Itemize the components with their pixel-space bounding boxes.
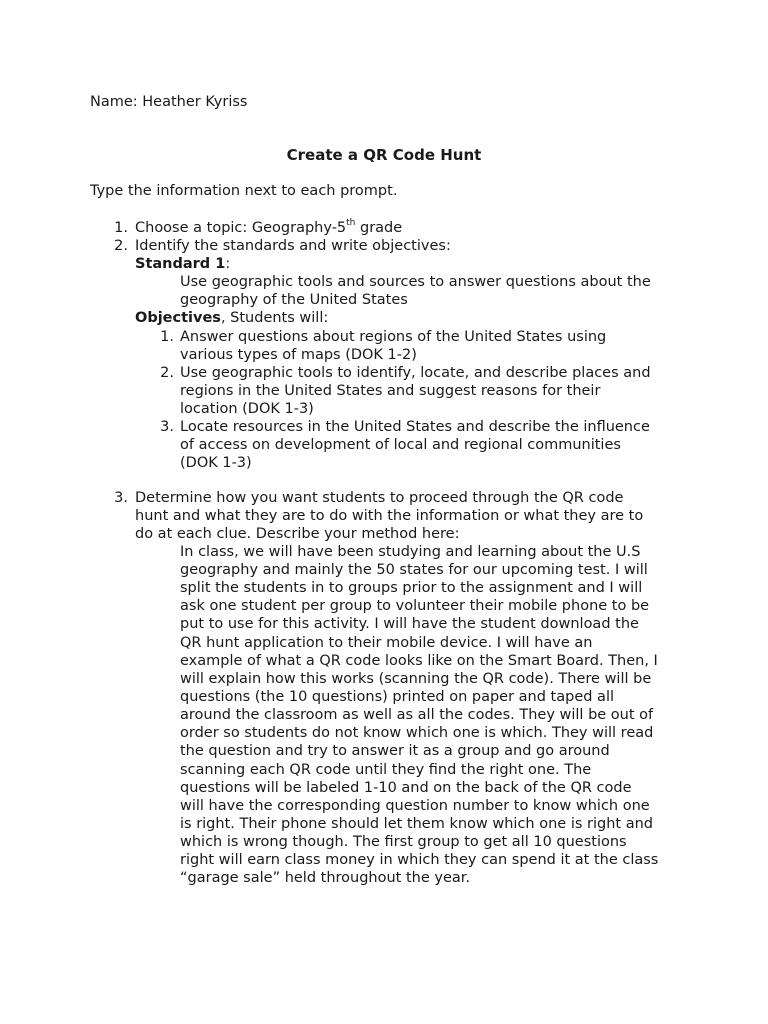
standards-prompt: Identify the standards and write objectives:: [135, 238, 451, 254]
objective-line: Use geographic tools to identify, locate, and describe places and: [180, 365, 651, 381]
answer-line: will explain how this works (scanning the QR code). There will be: [180, 671, 652, 687]
student-name: Name: Heather Kyriss: [90, 94, 248, 110]
objectives-heading: [135, 309, 328, 327]
answer-line: ask one student per group to volunteer their mobile phone to be: [180, 598, 650, 614]
answer-line: which is wrong though. The first group to get all 10 questions: [180, 834, 627, 850]
objective-line: regions in the United States and suggest reasons for their: [180, 383, 601, 399]
answer-line: order so students do not know which one is which. They will read: [180, 725, 654, 741]
objectives-intro: , Students will:: [220, 310, 329, 326]
answer-line: scanning each QR code until they find the right one. The: [180, 762, 592, 778]
objective-line: Locate resources in the United States and describe the influence: [180, 419, 650, 435]
topic-suffix: grade: [355, 220, 403, 236]
objective-line: various types of maps (DOK 1-2): [180, 347, 417, 363]
answer-line: questions (the 10 questions) printed on paper and taped all: [180, 689, 614, 705]
standard-text-line: Use geographic tools and sources to answer questions about the: [180, 274, 651, 290]
answer-line: right will earn class money in which they can spend it at the class: [180, 852, 659, 868]
answer-line: is right. Their phone should let them know which one is right and: [180, 816, 653, 832]
objective-number: 3.: [160, 419, 174, 435]
objective-number: 2.: [160, 365, 174, 381]
instructions-text: Type the information next to each prompt.: [90, 183, 398, 199]
answer-line: split the students in to groups prior to the assignment and I will: [180, 580, 643, 596]
objective-line: location (DOK 1-3): [180, 401, 314, 417]
answer-line: put to use for this activity. I will have the student download the: [180, 616, 639, 632]
topic-text: Choose a topic: Geography-5: [135, 220, 347, 236]
answer-line: geography and mainly the 50 states for our upcoming test. I will: [180, 562, 648, 578]
standard-heading: [135, 255, 230, 273]
objective-number: 1.: [160, 329, 174, 345]
answer-line: “garage sale” held throughout the year.: [180, 870, 471, 886]
answer-line: questions will be labeled 1-10 and on the back of the QR code: [180, 780, 632, 796]
objectives-label: Objectives: [135, 310, 221, 326]
ordinal-superscript: th: [346, 218, 356, 229]
list-number: 3.: [114, 490, 128, 506]
method-prompt-line: do at each clue. Describe your method here:: [135, 526, 460, 542]
document-title: Create a QR Code Hunt: [286, 146, 482, 164]
standard-colon: :: [225, 256, 231, 272]
standard-label: Standard 1: [135, 256, 226, 272]
answer-line: QR hunt application to their mobile device. I will have an: [180, 635, 593, 651]
topic-line: [135, 219, 402, 237]
objective-line: (DOK 1-3): [180, 455, 252, 471]
method-prompt-line: hunt and what they are to do with the information or what they are to: [135, 508, 644, 524]
objective-line: of access on development of local and regional communities: [180, 437, 621, 453]
list-number: 1.: [114, 220, 128, 236]
method-prompt-line: Determine how you want students to proceed through the QR code: [135, 490, 624, 506]
answer-line: example of what a QR code looks like on the Smart Board. Then, I: [180, 653, 658, 669]
list-number: 2.: [114, 238, 128, 254]
answer-line: around the classroom as well as all the codes. They will be out of: [180, 707, 654, 723]
answer-line: In class, we will have been studying and learning about the U.S: [180, 544, 641, 560]
answer-line: the question and try to answer it as a group and go around: [180, 743, 610, 759]
answer-line: will have the corresponding question number to know which one: [180, 798, 650, 814]
standard-text-line: geography of the United States: [180, 292, 408, 308]
objective-line: Answer questions about regions of the United States using: [180, 329, 607, 345]
